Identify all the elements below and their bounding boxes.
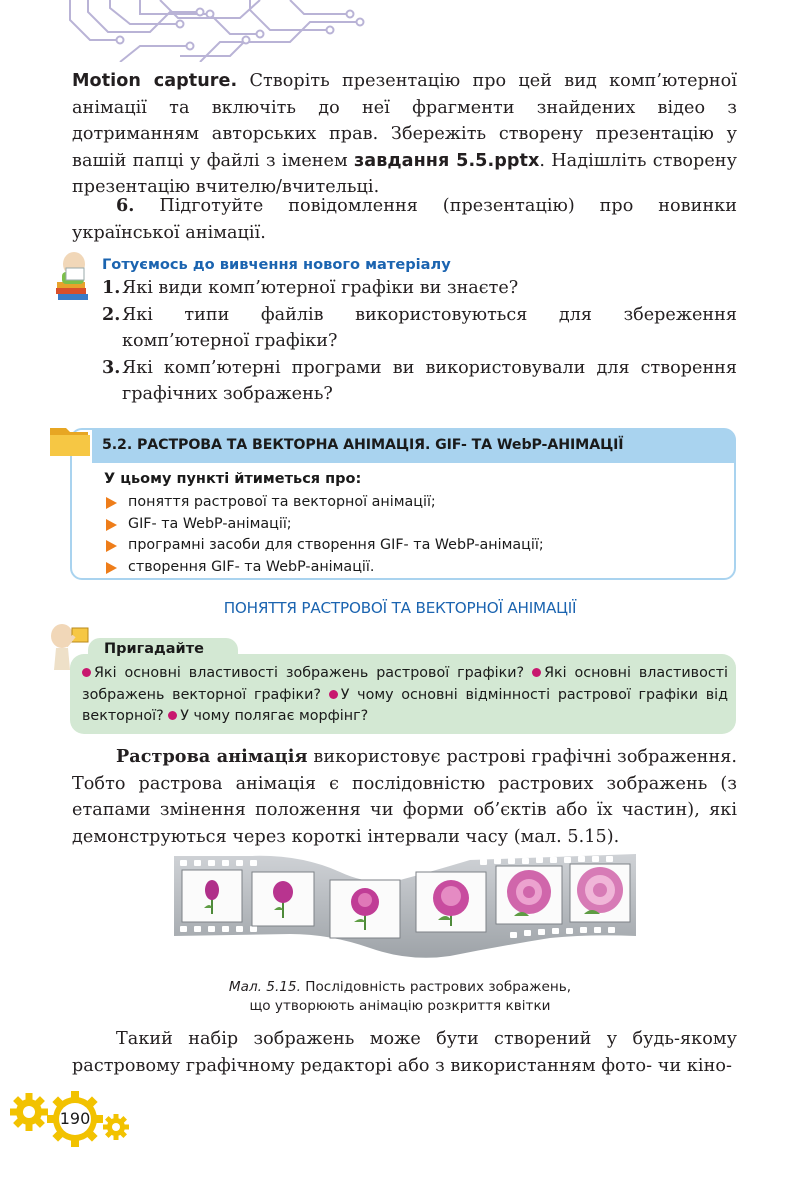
question-text: Які типи файлів використовуються для збереження комп’ютерної графіки? [122, 304, 737, 351]
prep-question-list [102, 275, 737, 408]
bullet-text: програмні засоби для створення GIF- та WebP-анімації; [128, 537, 544, 553]
question-item [102, 302, 737, 355]
magenta-dot-icon [532, 668, 541, 677]
remember-item: У чому основні відмінності растрової графіки від векторної? [82, 686, 728, 724]
remember-title: Пригадайте [104, 641, 204, 657]
bullet-text: поняття растрової та векторної анімації; [128, 494, 436, 510]
section-bullet [104, 514, 544, 536]
intro-text-a: Створіть презентацію про цей вид комп’ютерної анімації та включіть до неї фрагменти знайдених відео з дотриманням авторських прав. Збережіть створену презентацію у вашій папці у файлі з іменем [72, 71, 737, 171]
task-6-text: Підготуйте повідомлення (презентацію) про новинки української анімації. [72, 196, 737, 243]
remember-item: Які основні властивості зображень векторної графіки? [82, 665, 728, 703]
rose-filmstrip-figure [170, 850, 640, 962]
section-bullet [104, 492, 544, 514]
task-6-number: 6. [116, 195, 135, 216]
bullet-text: GIF- та WebP-анімації; [128, 515, 292, 532]
section-bullet [104, 557, 544, 579]
section-bullet-list [104, 492, 544, 578]
section-lead: У цьому пункті йтиметься про: [104, 471, 362, 487]
remember-item: Які основні властивості зображень растрової графіки? [94, 665, 525, 681]
question-number: 1. [102, 277, 121, 298]
question-item [102, 275, 737, 302]
remember-text [82, 663, 728, 728]
caption-line-2: що утворюють анімацію розкриття квітки [249, 998, 551, 1014]
motion-capture-term: Motion capture. [72, 71, 238, 91]
page-number: 190 [59, 1109, 91, 1128]
arrow-bullet-icon [106, 497, 117, 509]
sub-heading: ПОНЯТТЯ РАСТРОВОЇ ТА ВЕКТОРНОЇ АНІМАЦІЇ [223, 599, 577, 617]
arrow-bullet-icon [106, 540, 117, 552]
intro-paragraph [72, 68, 737, 201]
section-title: 5.2. РАСТРОВА ТА ВЕКТОРНА АНІМАЦІЯ. GIF- ТА WebP-АНІМАЦІЇ [102, 437, 624, 453]
remember-item: У чому полягає морфінг? [180, 708, 369, 724]
figure-caption [0, 978, 800, 1016]
figure-label: Мал. 5.15. [228, 979, 301, 995]
question-text: Які комп’ютерні програми ви використовували для створення графічних зображень? [122, 357, 737, 404]
magenta-dot-icon [329, 690, 338, 699]
question-number: 3. [102, 356, 121, 378]
caption-line-1: Послідовність растрових зображень, [300, 979, 572, 995]
raster-term: Растрова анімація [116, 746, 308, 767]
raster-text: використовує растрові графічні зображення. Тобто растрова анімація є послідовністю растрових зображень (з етапами змінення положення чи форми об’єктів або їх частин), які демонструються через короткі інтервали часу (мал. 5.15). [72, 747, 738, 847]
magenta-dot-icon [82, 668, 91, 677]
bullet-text: створення GIF- та WebP-анімації. [128, 558, 375, 575]
magenta-dot-icon [168, 711, 177, 720]
prep-title: Готуємось до вивчення нового матеріалу [102, 256, 451, 273]
arrow-bullet-icon [106, 519, 117, 531]
section-bullet [104, 535, 544, 557]
last-paragraph: Такий набір зображень може бути створений у будь-якому растровому графічному редакторі або з використанням фото- чи кіно- [72, 1029, 737, 1076]
question-text: Які види комп’ютерної графіки ви знаєте? [122, 278, 519, 298]
folder-icon [48, 424, 100, 458]
arrow-bullet-icon [106, 562, 117, 574]
task-6 [72, 193, 737, 246]
filename: завдання 5.5.pptx [354, 150, 540, 171]
question-item [102, 355, 737, 408]
reading-mascot-icon [52, 250, 98, 302]
intro-text-b: . Надішліть створену презентацію вчителю/вчительці. [72, 150, 737, 197]
circuit-decoration [60, 0, 370, 62]
raster-paragraph [72, 744, 737, 850]
question-number: 2. [102, 303, 121, 325]
